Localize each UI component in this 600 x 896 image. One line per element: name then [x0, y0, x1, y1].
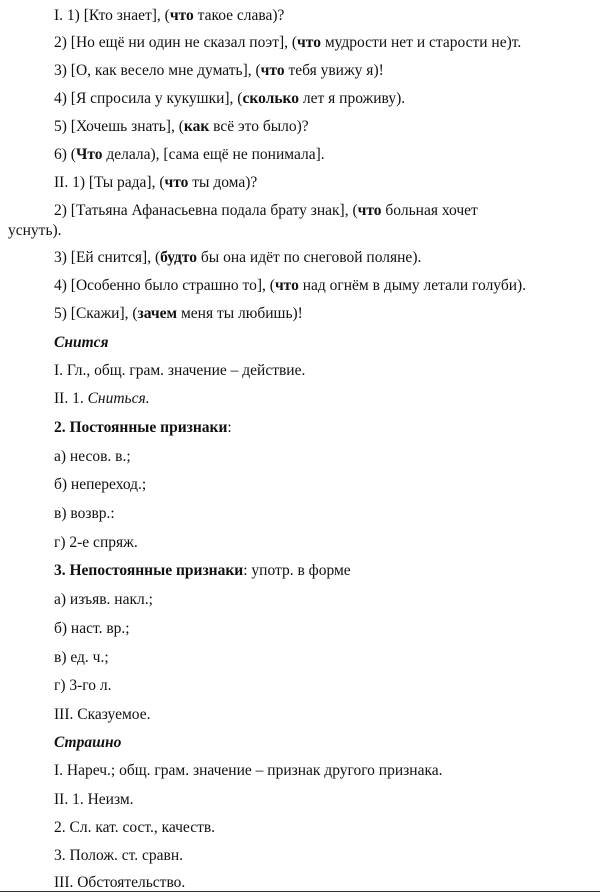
text: I. 1) [Кто знает], (: [54, 7, 170, 24]
text: 5) [Хочешь знать], (: [54, 118, 184, 135]
conjunction: сколько: [242, 90, 299, 107]
parse-line: I. Нареч.; общ. грам. значение – признак другого признака.: [54, 762, 443, 779]
parse-line: 2. Сл. кат. сост., качеств.: [54, 819, 216, 836]
parse-line: [0, 389, 600, 409]
conjunction: как: [183, 118, 210, 135]
sentence-2-2: [0, 201, 600, 241]
text: ты дома)?: [188, 174, 258, 191]
initial-form: Сниться.: [87, 390, 150, 407]
heading-strashno: Страшно: [54, 734, 122, 751]
conjunction: что: [164, 174, 189, 191]
conjunction: Что: [75, 146, 103, 163]
text: больная хочет: [381, 202, 478, 219]
parse-line: а) изъяв. накл.;: [54, 591, 153, 608]
heading-snitsya: Снится: [54, 334, 109, 351]
text: всё это было)?: [209, 118, 309, 135]
parse-line: II. 1. Неизм.: [54, 791, 134, 808]
conjunction: что: [274, 277, 299, 294]
text: : употр. в форме: [243, 562, 351, 579]
bottom-rule: [0, 891, 600, 892]
conjunction: зачем: [137, 305, 178, 322]
text: 4) [Особенно было страшно то], (: [54, 277, 275, 294]
parse-line: б) наст. вр.;: [54, 620, 130, 637]
text: над огнём в дыму летали голуби).: [298, 277, 527, 294]
text: :: [227, 419, 232, 436]
sentence-1-3: [0, 61, 600, 81]
text: делала), [сама ещё не понимала].: [102, 146, 325, 163]
sentence-2-1: [0, 173, 600, 193]
sentence-2-4: [0, 276, 600, 296]
parse-line: в) ед. ч.;: [54, 649, 109, 666]
sentence-1-1: [0, 6, 600, 26]
parse-line: г) 2-е спряж.: [54, 534, 138, 551]
text: 4) [Я спросила у кукушки], (: [54, 90, 243, 107]
parse-line: [0, 418, 600, 438]
text: 5) [Скажи], (: [54, 305, 138, 322]
parse-line: 3. Полож. ст. сравн.: [54, 847, 184, 864]
text: 3) [О, как весело мне думать], (: [54, 62, 261, 79]
parse-line: а) несов. в.;: [54, 448, 131, 465]
text: 2) [Но ещё ни один не сказал поэт], (: [54, 34, 298, 51]
conjunction: что: [169, 7, 194, 24]
parse-line: III. Обстоятельство.: [54, 874, 186, 891]
text: мудрости нет и старости не)т.: [320, 34, 522, 51]
parse-line: б) непереход.;: [54, 476, 147, 493]
text: II. 1) [Ты рада], (: [54, 174, 165, 191]
parse-line: I. Гл., общ. грам. значение – действие.: [54, 362, 306, 379]
text: меня ты любишь)!: [177, 305, 303, 322]
parse-line: III. Сказуемое.: [54, 706, 151, 723]
text: бы она идёт по снеговой поляне).: [197, 249, 422, 266]
text: такое слава)?: [193, 7, 285, 24]
text: тебя увижу я)!: [284, 62, 384, 79]
conjunction: что: [357, 202, 382, 219]
subheading: 2. Постоянные признаки: [54, 419, 228, 436]
sentence-2-3: [0, 248, 600, 268]
parse-line: г) 3-го л.: [54, 677, 112, 694]
conjunction: что: [297, 34, 321, 51]
conjunction: будто: [160, 249, 198, 266]
text: лет я проживу).: [299, 90, 406, 107]
text: II. 1.: [54, 390, 88, 407]
sentence-1-2: [0, 33, 600, 53]
conjunction: что: [260, 62, 285, 79]
text: 3) [Ей снится], (: [54, 249, 161, 266]
subheading: 3. Непостоянные признаки: [54, 562, 244, 579]
parse-line: в) возвр.:: [54, 505, 115, 522]
parse-line: [0, 561, 600, 581]
text-continuation: уснуть).: [8, 222, 62, 239]
text: 2) [Татьяна Афанасьевна подала брату знак], (: [54, 202, 358, 219]
sentence-1-4: [0, 89, 600, 109]
text: 6) (: [54, 146, 76, 163]
sentence-1-6: [0, 145, 600, 165]
sentence-2-5: [0, 304, 600, 324]
sentence-1-5: [0, 117, 600, 137]
